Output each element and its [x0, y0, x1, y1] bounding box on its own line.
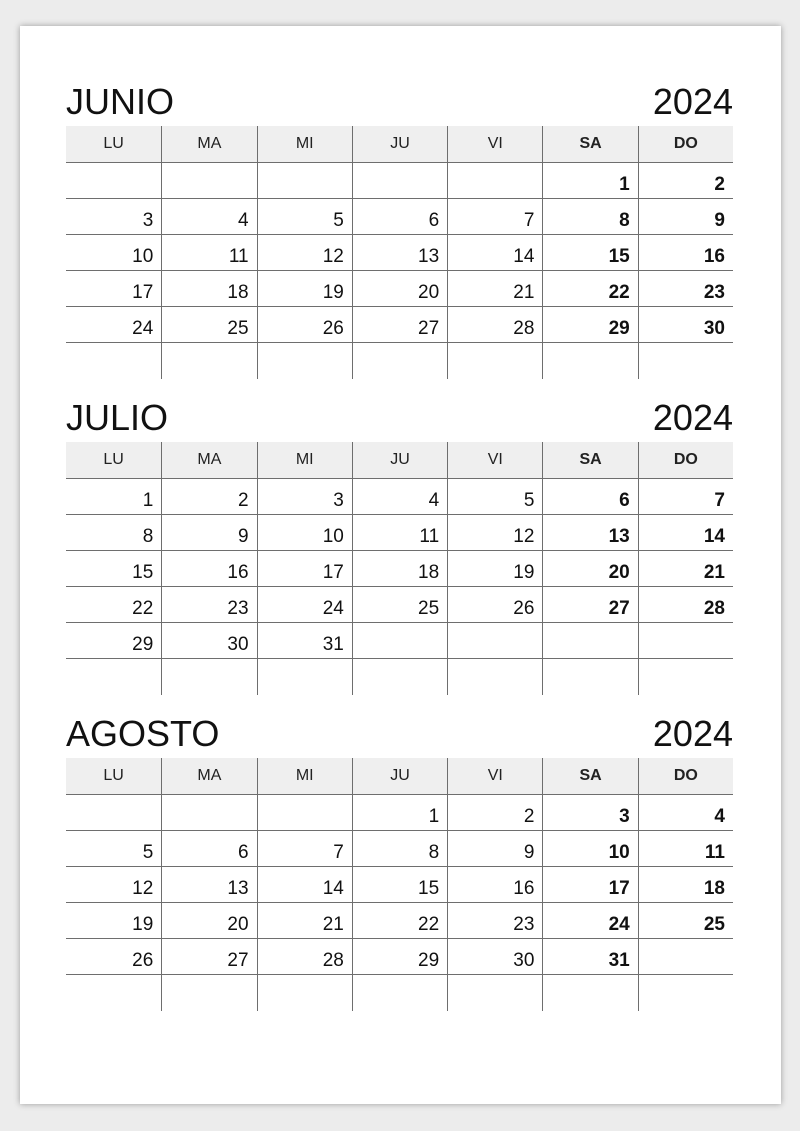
weekday-header: MA: [161, 442, 256, 479]
day-cell: 17: [66, 271, 161, 307]
day-cell: 22: [542, 271, 637, 307]
weekday-header: VI: [447, 758, 542, 795]
day-cell: [352, 623, 447, 659]
day-cell: [542, 623, 637, 659]
month-year: 2024: [652, 713, 733, 754]
day-cell: [161, 975, 256, 1011]
day-cell: 17: [257, 551, 352, 587]
day-cell: 26: [447, 587, 542, 623]
day-cell: 19: [447, 551, 542, 587]
weekday-header: MI: [257, 126, 352, 163]
day-cell: [542, 975, 637, 1011]
day-cell: 1: [66, 479, 161, 515]
weekday-header: LU: [66, 126, 161, 163]
day-cell: [352, 659, 447, 695]
day-cell: 30: [447, 939, 542, 975]
weekday-header: MI: [257, 442, 352, 479]
month-block-0: [66, 76, 733, 379]
day-cell: [447, 343, 542, 379]
day-cell: 29: [542, 307, 637, 343]
day-cell: 13: [542, 515, 637, 551]
weekday-header: DO: [638, 758, 733, 795]
weekday-header: DO: [638, 126, 733, 163]
day-cell: 5: [447, 479, 542, 515]
day-cell: [352, 975, 447, 1011]
day-cell: 24: [257, 587, 352, 623]
day-cell: 6: [352, 199, 447, 235]
day-cell: 23: [161, 587, 256, 623]
day-cell: 14: [257, 867, 352, 903]
day-cell: [638, 975, 733, 1011]
day-cell: 21: [447, 271, 542, 307]
day-cell: [447, 163, 542, 199]
day-cell: 6: [542, 479, 637, 515]
day-cell: 28: [447, 307, 542, 343]
day-cell: 4: [352, 479, 447, 515]
day-cell: 25: [352, 587, 447, 623]
weekday-header: LU: [66, 442, 161, 479]
weekday-header: SA: [542, 758, 637, 795]
weekday-header: VI: [447, 442, 542, 479]
calendar-page: [20, 26, 781, 1104]
month-header: [66, 76, 733, 126]
day-cell: [542, 343, 637, 379]
day-cell: [161, 659, 256, 695]
day-cell: 15: [66, 551, 161, 587]
day-cell: 18: [352, 551, 447, 587]
day-cell: 7: [257, 831, 352, 867]
day-cell: 28: [257, 939, 352, 975]
day-cell: [257, 975, 352, 1011]
month-title: AGOSTO: [66, 713, 220, 754]
day-cell: 13: [161, 867, 256, 903]
day-cell: 11: [161, 235, 256, 271]
day-cell: 27: [161, 939, 256, 975]
day-cell: [66, 343, 161, 379]
weekday-header: SA: [542, 126, 637, 163]
day-cell: 30: [161, 623, 256, 659]
day-cell: 5: [66, 831, 161, 867]
day-cell: 19: [66, 903, 161, 939]
day-cell: [638, 623, 733, 659]
weekday-header: JU: [352, 442, 447, 479]
weekday-header: MI: [257, 758, 352, 795]
day-cell: 21: [638, 551, 733, 587]
day-cell: 12: [66, 867, 161, 903]
day-cell: 12: [447, 515, 542, 551]
day-cell: 16: [447, 867, 542, 903]
day-cell: [66, 163, 161, 199]
month-header: [66, 708, 733, 758]
day-cell: 3: [257, 479, 352, 515]
day-cell: 1: [542, 163, 637, 199]
day-cell: 27: [352, 307, 447, 343]
day-cell: 20: [352, 271, 447, 307]
day-cell: [638, 659, 733, 695]
day-cell: [257, 163, 352, 199]
day-cell: [257, 795, 352, 831]
day-cell: 15: [542, 235, 637, 271]
day-cell: 16: [161, 551, 256, 587]
day-cell: [257, 343, 352, 379]
day-cell: 17: [542, 867, 637, 903]
day-cell: 11: [638, 831, 733, 867]
day-cell: 29: [66, 623, 161, 659]
day-cell: 3: [66, 199, 161, 235]
day-cell: 30: [638, 307, 733, 343]
day-cell: 9: [638, 199, 733, 235]
day-cell: 13: [352, 235, 447, 271]
day-cell: 10: [257, 515, 352, 551]
day-cell: 24: [66, 307, 161, 343]
day-cell: 11: [352, 515, 447, 551]
day-cell: 9: [447, 831, 542, 867]
day-cell: 31: [257, 623, 352, 659]
day-cell: 8: [66, 515, 161, 551]
day-cell: [638, 343, 733, 379]
day-cell: 18: [638, 867, 733, 903]
day-cell: 22: [352, 903, 447, 939]
day-cell: 25: [638, 903, 733, 939]
day-cell: 20: [542, 551, 637, 587]
day-cell: 4: [638, 795, 733, 831]
month-year: 2024: [652, 81, 733, 122]
day-cell: 26: [257, 307, 352, 343]
day-cell: 19: [257, 271, 352, 307]
day-cell: 25: [161, 307, 256, 343]
month-header: [66, 392, 733, 442]
day-cell: 10: [542, 831, 637, 867]
weekday-header: DO: [638, 442, 733, 479]
day-cell: [542, 659, 637, 695]
weekday-header: JU: [352, 126, 447, 163]
day-cell: 29: [352, 939, 447, 975]
day-cell: [66, 659, 161, 695]
day-cell: [257, 659, 352, 695]
day-cell: 3: [542, 795, 637, 831]
day-cell: 21: [257, 903, 352, 939]
day-cell: 23: [638, 271, 733, 307]
day-cell: 14: [638, 515, 733, 551]
day-cell: 26: [66, 939, 161, 975]
day-cell: 8: [542, 199, 637, 235]
day-cell: [638, 939, 733, 975]
weekday-header: LU: [66, 758, 161, 795]
day-cell: [161, 795, 256, 831]
day-cell: 2: [638, 163, 733, 199]
day-cell: 7: [638, 479, 733, 515]
day-cell: 22: [66, 587, 161, 623]
day-cell: [447, 975, 542, 1011]
day-cell: 14: [447, 235, 542, 271]
month-title: JULIO: [66, 397, 169, 438]
day-cell: 12: [257, 235, 352, 271]
day-cell: 24: [542, 903, 637, 939]
day-cell: 5: [257, 199, 352, 235]
month-block-2: [66, 708, 733, 1011]
day-cell: 18: [161, 271, 256, 307]
day-cell: [352, 163, 447, 199]
weekday-header: MA: [161, 126, 256, 163]
day-cell: 7: [447, 199, 542, 235]
day-cell: 31: [542, 939, 637, 975]
day-cell: 15: [352, 867, 447, 903]
weekday-header: SA: [542, 442, 637, 479]
month-title: JUNIO: [66, 81, 174, 122]
day-cell: 1: [352, 795, 447, 831]
month-grid: [66, 442, 733, 695]
day-cell: 6: [161, 831, 256, 867]
day-cell: 16: [638, 235, 733, 271]
month-grid: [66, 758, 733, 1011]
day-cell: [66, 795, 161, 831]
day-cell: 20: [161, 903, 256, 939]
day-cell: 28: [638, 587, 733, 623]
day-cell: 4: [161, 199, 256, 235]
day-cell: [66, 975, 161, 1011]
day-cell: 27: [542, 587, 637, 623]
day-cell: 10: [66, 235, 161, 271]
day-cell: 9: [161, 515, 256, 551]
day-cell: [161, 163, 256, 199]
day-cell: [352, 343, 447, 379]
day-cell: 23: [447, 903, 542, 939]
weekday-header: VI: [447, 126, 542, 163]
month-year: 2024: [652, 397, 733, 438]
day-cell: [447, 623, 542, 659]
day-cell: 2: [447, 795, 542, 831]
weekday-header: MA: [161, 758, 256, 795]
day-cell: 8: [352, 831, 447, 867]
weekday-header: JU: [352, 758, 447, 795]
month-grid: [66, 126, 733, 379]
day-cell: [447, 659, 542, 695]
day-cell: 2: [161, 479, 256, 515]
day-cell: [161, 343, 256, 379]
month-block-1: [66, 392, 733, 695]
